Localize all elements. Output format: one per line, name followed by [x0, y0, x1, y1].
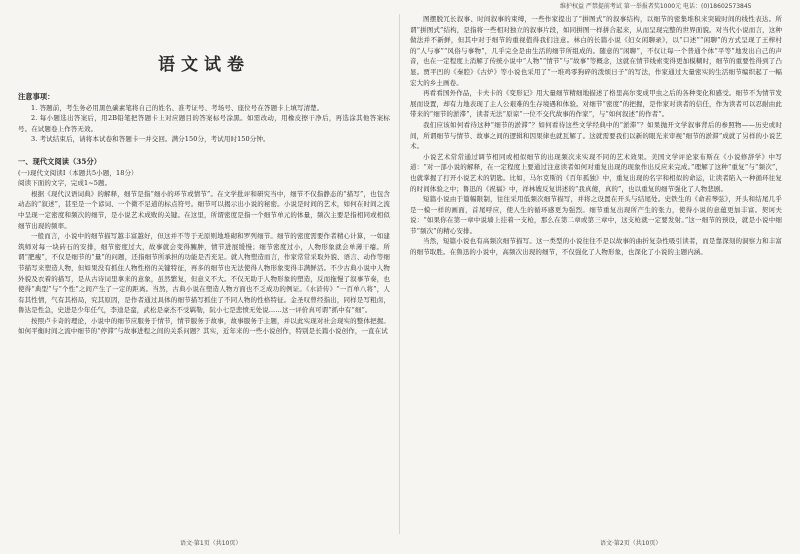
passage-paragraph: 按照卢卡奇的理论，小说中的细节应服务于情节，情节服务于故事，故事服务于主题，并以此实现对社会现实的整体把握。如何平衡时间之流中细节的“停滞”与故事进程之间的关系问题？其实，近年来的一些小说创作，特别是长篇小说创作，一直在试: [18, 316, 390, 336]
left-column: [18, 14, 390, 337]
notice-heading: 注意事项：: [18, 92, 55, 101]
passage-paragraph: 小说艺术常常通过调节相同或相似细节的出现频次来实现不同的艺术效果。美国文学评论家布斯在《小说修辞学》中写道：“对一部小说的解释，在一定程度上要通过注意读者如何对重复出现的现象作出反应来完成。”理解了这种“重复”与“频次”，也就掌握了打开小说艺术的钥匙。比如，马尔克斯的《百年孤独》中，重复出现的名字和相似的命运，让读者陷入一种循环往复的时间体验之中；鲁迅的《祝福》中，祥林嫂反复讲述的“我真傻，真的”，也以重复的细节强化了人物悲剧。: [410, 152, 782, 193]
page-title: 语文试卷: [158, 55, 250, 75]
notice-item: 1. 答题前，考生务必用黑色碳素笔将自己的姓名、准考证号、考场号、座位号在答题卡上填写清楚。: [31, 103, 324, 112]
passage-paragraph: 一般而言，小说中的细节描写越丰富越好，但这并不等于无原则地堆砌和罗列细节。细节的密度需要作者精心计算，一如建筑师对每一块砖石的安排，细节密度过大，故事就会变得臃肿，情节进展缓慢；细节密度过小，人物形象就会单薄干瘪。所谓“肥瘦”，不仅是细节的“量”的问题，还指细节所承担的功能是否充足。就人物塑造而言，作家常常采取外貌、语言、动作等细节描写来塑造人物，但如果没有抓住人物性格的关键特征，再多的细节也无法使得人物形象变得丰满鲜活。不少古典小说中人物外貌及衣着的描写，是从古诗词里拿来的意象，虽然繁复，但意义不大。不仅无助于人物形象的塑造，反而拖慢了叙事节奏，也使得“典型”与“个性”之间产生了一定的距离。当然，古典小说在塑造人物方面也不乏成功的例证。《水浒传》“一百单八将”，人有其性情，气有其格局，究其原因，是作者通过具体的细节描写抓住了不同人物的性格特征。金圣叹曾经指出，同样是写粗卤，鲁达是性急，史进是少年任气，李逵是蛮，武松是豪杰不受羁勒，阮小七是悲愤无处说……这一评价真可谓“抓中有“细”。: [18, 232, 390, 315]
section-heading: 一、现代文阅读（35分）: [18, 156, 102, 166]
passage-paragraph: 图摆脱冗长叙事、时间叙事的束缚，一些作家提出了“拼图式”的叙事结构，以细节的密集堆积来突破时间的线性表达。所谓“拼图式”结构，是指将一些相对独立的叙事片段，如同拼图一样拼合起来，从而呈现完整的世界面貌。对当代小说而言，这种做法并不新鲜，但其中对于细节的重视值得我们注意。林白的长篇小说《妇女闲聊录》，以“口述”“闲聊”的方式呈现了王榨村的“人与事”“风俗与事物”，几乎完全是由生活的细节所组成的。随意的“闲聊”，不仅让每一个普通个体“平等”地发出自己的声音，也在一定程度上消解了传统小说中“人物”“情节”与“故事”等概念，这就在情节线索变得更加模糊时，细节的重要性得到了凸显。贾平凹的《秦腔》《古炉》等小说也采用了“一堆鸡零狗碎的泼烦日子”的写法，作家通过大量密实的生活细节编织起了一幅宏大的乡土画卷。: [410, 15, 782, 87]
passage-paragraph: 短篇小说由于篇幅限制，往往采用低频次细节描写，并将之设置在开头与结尾处。史铁生的《命若琴弦》，开头和结尾几乎是一模一样的画面，首尾呼应，使人生的循环感更为强烈。细节重复出现所产生的张力，使得小说的意蕴更加丰富。契诃夫说：“如果你在第一章中说墙上挂着一支枪，那么在第二章或第三章中，这支枪就一定要发射。”这一细节的预设，就是小说中细节“频次”的精心安排。: [410, 195, 782, 235]
reading-instruction: 阅读下面的文字，完成1~5题。: [18, 179, 112, 188]
right-column: [410, 14, 782, 258]
page-footer-left: 语文·第1页（共10页）: [180, 540, 242, 547]
page-divider: [399, 14, 400, 534]
passage-paragraph: 当然，短篇小说也有高频次细节描写。这一类型的小说往往不是以故事的曲折复杂性吸引读者，而是靠深刻的洞察力和丰富的细节取胜。在鲁迅的小说中，高频次出现的细节，不仅强化了人物形象，也深化了小说的主题内涵。: [410, 237, 782, 257]
passage-paragraph: 根据《现代汉语词典》的解释，细节是指“细小的环节或情节”。在文学批评和研究当中，细节不仅指静态的“描写”，也包含动态的“叙述”，甚至是一个谚词、一个微不足道的标点符号。细节可以揭示出小说的秘密。小说是时间的艺术，如何在时间之流中呈现一定密度和频次的细节，是小说艺术成败的关键。在这里，所谓密度是指一个细节单元的体量，频次主要是指相同或相似细节出现的频率。: [18, 189, 390, 230]
anti-leak-header: 维护权益 严禁提前考试 第一举报者奖1000元 电话：(0)18602573845: [560, 3, 752, 10]
subsection-heading: (一)现代文阅读Ⅰ（本题共5小题，18分）: [18, 168, 138, 177]
passage-paragraph: 再看看国外作品，卡夫卡的《变形记》用大量细节精细地描述了格里高尔变成甲虫之后的各种变化和感受。细节不为情节发展而设置，却有力地表现了主人公艰难的生存境遇和体验。对细节“密度”的把握，是作家对读者的信任，作为读者可以忍耐由此带来的“细节的淤滞”，读者无法“原谅“一位不交代故事的作家”，与“如何叙述”的作者”。: [410, 89, 782, 119]
notice-item: 3. 考试结束后，请将本试卷和答题卡一并交回。满分150分，考试用时150分钟。: [31, 135, 270, 144]
passage-paragraph: 我们应该如何看待这种“细节的淤滞”？如何看待这些文学经典中的“淤滞”？如果抛开文学叙事背后的参照物——历史或时间，所谓细节与情节、故事之间的逻辑和因果律也就瓦解了。这就需要我们以新的眼光来审视“细节的淤滞”成就了另样的小说艺术。: [410, 120, 782, 151]
notice-item: 2. 每小题选出答案后，用2B铅笔把答题卡上对应题目的答案标号涂黑。如需改动，用橡皮擦干净后，再选涂其他答案标号。在试题卷上作答无效。: [18, 114, 390, 133]
page-footer-right: 语文·第2页（共10页）: [600, 540, 662, 547]
